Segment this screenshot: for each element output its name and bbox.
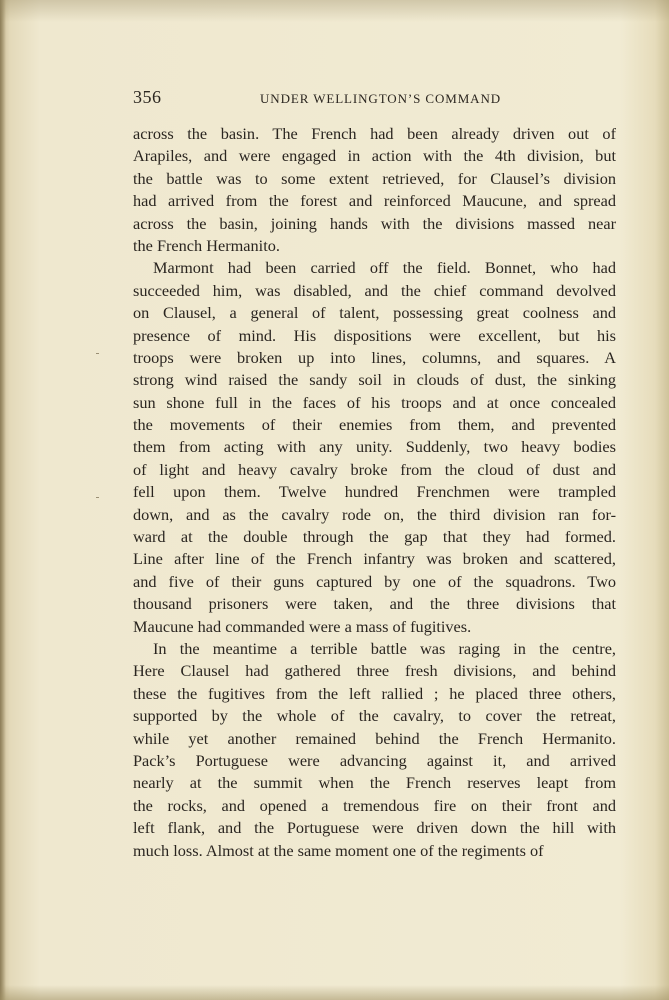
text-line: these the fugitives from the left rallied ; he placed three others,: [133, 683, 616, 703]
text-line: strong wind raised the sandy soil in clouds of dust, the sinking: [133, 370, 616, 390]
page-bottom-edge: [0, 985, 669, 1000]
text-line: the French Hermanito.: [133, 235, 280, 255]
text-line: Here Clausel had gathered three fresh divisions, and behind: [133, 661, 616, 681]
margin-mark: [96, 353, 99, 354]
text-line: thousand prisoners were taken, and the three divisions that: [133, 594, 616, 614]
text-line: of light and heavy cavalry broke from the cloud of dust and: [133, 459, 616, 479]
text-line: while yet another remained behind the French Hermanito.: [133, 728, 616, 748]
page-top-shadow: [0, 0, 669, 22]
text-line: the battle was to some extent retrieved, for Clausel’s division: [133, 168, 616, 188]
text-line: left flank, and the Portuguese were driven down the hill with: [133, 818, 616, 838]
text-line: across the basin. The French had been already driven out of: [133, 124, 616, 143]
text-line: and five of their guns captured by one of the squadrons. Two: [133, 571, 616, 591]
text-line: supported by the whole of the cavalry, to cover the retreat,: [133, 706, 616, 726]
text-line: fell upon them. Twelve hundred Frenchmen were trampled: [133, 482, 616, 502]
page-spine-shadow: [0, 0, 6, 1000]
paragraph: [133, 638, 616, 862]
text-line: down, and as the cavalry rode on, the third division ran for-: [133, 504, 616, 524]
text-line: succeeded him, was disabled, and the chief command devolved: [133, 280, 616, 300]
page-header: [133, 87, 616, 109]
text-line: across the basin, joining hands with the divisions massed near: [133, 213, 616, 233]
text-line: troops were broken up into lines, columns, and squares. A: [133, 347, 616, 367]
text-line: ward at the double through the gap that they had formed.: [133, 527, 616, 547]
text-line: presence of mind. His dispositions were excellent, but his: [133, 325, 616, 345]
text-line: Arapiles, and were engaged in action with the 4th division, but: [133, 146, 616, 166]
text-line: nearly at the summit when the French reserves leapt from: [133, 773, 616, 793]
margin-mark: [96, 497, 99, 498]
text-line: Pack’s Portuguese were advancing against it, and arrived: [133, 750, 616, 770]
text-line: had arrived from the forest and reinforced Maucune, and spread: [133, 191, 616, 211]
text-line: them from acting with any unity. Suddenly, two heavy bodies: [133, 437, 616, 457]
running-head: UNDER WELLINGTON’S COMMAND: [260, 91, 502, 106]
text-line: Maucune had commanded were a mass of fugitives.: [133, 616, 472, 636]
text-line: on Clausel, a general of talent, possessing great coolness and: [133, 303, 616, 323]
text-line: the rocks, and opened a tremendous fire on their front and: [133, 795, 616, 815]
paragraph: [133, 123, 616, 257]
text-line: Marmont had been carried off the field. Bonnet, who had: [153, 258, 616, 278]
page-number: 356: [133, 87, 162, 107]
text-line: In the meantime a terrible battle was raging in the centre,: [153, 638, 616, 658]
text-line: sun shone full in the faces of his troops and at once concealed: [133, 392, 616, 412]
body-text: [133, 123, 616, 862]
text-line: the movements of their enemies from them, and prevented: [133, 415, 616, 435]
text-line: Line after line of the French infantry was broken and scattered,: [133, 549, 616, 569]
text-line: much loss. Almost at the same moment one of the regiments of: [133, 840, 544, 860]
paragraph: [133, 257, 616, 638]
